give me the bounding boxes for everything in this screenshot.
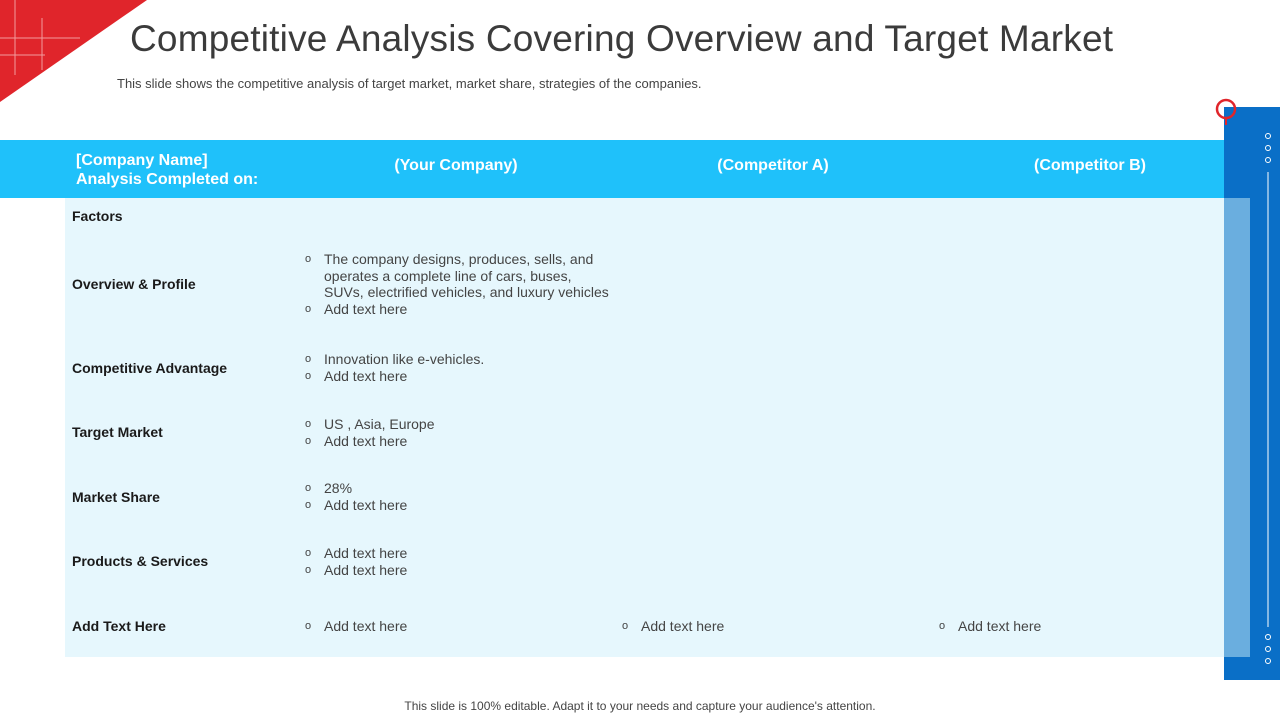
header-your-company: (Your Company) bbox=[394, 157, 518, 174]
header-company-name: [Company Name] bbox=[76, 152, 208, 169]
row-label-products-services: Products & Services bbox=[72, 553, 209, 569]
footer-note: This slide is 100% editable. Adapt it to your needs and capture your audience's attention. bbox=[404, 699, 876, 713]
page-subtitle: This slide shows the competitive analysis of target market, market share, strategies of the companies. bbox=[117, 76, 702, 91]
list-item: o The company designs, produces, sells, and operates a complete line of cars, buses, SUVs, electrified vehicles, and luxury vehicles bbox=[305, 251, 615, 301]
row-label-overview-profile: Overview & Profile bbox=[72, 276, 196, 292]
table-body bbox=[65, 198, 1224, 657]
table-header bbox=[0, 140, 1224, 198]
list-item: o Add text here bbox=[305, 545, 615, 562]
header-company-cell bbox=[76, 151, 258, 189]
list-item: o 28% bbox=[305, 480, 615, 497]
cell-add-text-competitor-b bbox=[939, 618, 1219, 635]
list-item: o Add text here bbox=[305, 562, 615, 579]
list-item: o Add text here bbox=[305, 497, 615, 514]
row-label-target-market: Target Market bbox=[72, 424, 163, 440]
list-item: o Add text here bbox=[622, 618, 922, 635]
header-analysis-completed: Analysis Completed on: bbox=[76, 171, 259, 188]
cell-share-your-company bbox=[305, 480, 615, 513]
list-item: o Innovation like e-vehicles. bbox=[305, 351, 615, 368]
header-competitor-a: (Competitor A) bbox=[717, 157, 829, 174]
cell-advantage-your-company bbox=[305, 351, 615, 384]
cell-products-your-company bbox=[305, 545, 615, 578]
cell-add-text-your-company bbox=[305, 618, 615, 635]
row-label-factors: Factors bbox=[72, 208, 123, 224]
page-title: Competitive Analysis Covering Overview and Target Market bbox=[130, 18, 1114, 59]
row-label-add-text: Add Text Here bbox=[72, 618, 166, 634]
list-item: o Add text here bbox=[305, 433, 615, 450]
list-item: o Add text here bbox=[939, 618, 1219, 635]
list-item: o Add text here bbox=[305, 301, 615, 318]
cell-target-your-company bbox=[305, 416, 615, 449]
row-label-competitive-advantage: Competitive Advantage bbox=[72, 360, 228, 376]
list-item: o US , Asia, Europe bbox=[305, 416, 615, 433]
cell-add-text-competitor-a bbox=[622, 618, 922, 635]
cell-overview-your-company bbox=[305, 251, 615, 317]
list-item: o Add text here bbox=[305, 368, 615, 385]
list-item: o Add text here bbox=[305, 618, 615, 635]
header-competitor-b: (Competitor B) bbox=[1034, 157, 1146, 174]
row-label-market-share: Market Share bbox=[72, 489, 160, 505]
